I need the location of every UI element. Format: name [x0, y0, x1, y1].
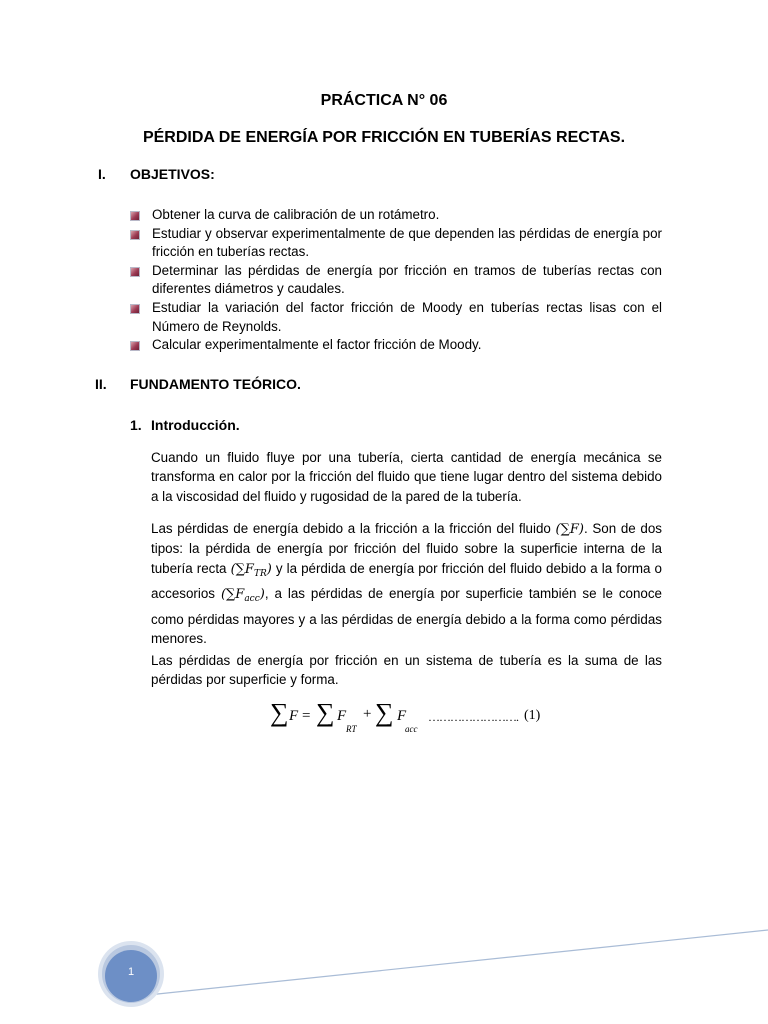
square-bullet-icon	[130, 267, 140, 277]
subscript-acc: acc	[405, 724, 418, 734]
f-symbol: F	[289, 708, 299, 724]
sum-f-symbol: (∑F)	[555, 522, 584, 537]
subsection-title: Introducción.	[151, 417, 240, 433]
section-2-number: II.	[95, 376, 107, 392]
equals-sign: =	[302, 708, 311, 724]
paragraph-intro: Cuando un fluido fluye por una tubería, cierta cantidad de energía mecánica se transforma en calor por la fricción del fluido que tiene lugar dentro del sistema debido a la viscosidad del fluido y rugosidad de la pared de la tubería.	[151, 450, 662, 504]
objective-text: Estudiar y observar experimentalmente de que dependen las pérdidas de energía por fricción en tuberías rectas.	[152, 225, 662, 260]
square-bullet-icon	[130, 230, 140, 240]
list-item	[130, 262, 662, 299]
paragraph-losses: Las pérdidas de energía debido a la fricción a la fricción del fluido (∑F). Son de dos tipos: la pérdida de energía por fricción del fluido sobre la superficie interna de la tubería recta $(\sum F_{TR})$ y la pérdida de energía por fricción del fluido debido a la forma o accesorios $(\sum F_{acc})$, a las pérdidas de energía por superficie también se le conoce como pérdidas mayores y a las pérdidas de energía debido a la forma como pérdidas menores.	[151, 521, 662, 647]
list-item	[130, 336, 662, 355]
document-subtitle: PÉRDIDA DE ENERGÍA POR FRICCIÓN EN TUBERÍAS RECTAS.	[142, 129, 626, 146]
subsection-number: 1.	[130, 417, 142, 433]
footer-line	[148, 930, 768, 995]
square-bullet-icon	[130, 341, 140, 351]
sigma-symbol: ∑	[270, 698, 289, 727]
objective-text: Calcular experimentalmente el factor fricción de Moody.	[152, 337, 482, 353]
square-bullet-icon	[130, 211, 140, 221]
objective-text: Estudiar la variación del factor fricción de Moody en tuberías rectas lisas con el Número de Reynolds.	[152, 299, 662, 334]
objective-text: Determinar las pérdidas de energía por fricción en tramos de tuberías rectas con diferentes diámetros y caudales.	[152, 262, 662, 297]
equation-number: (1)	[524, 708, 541, 723]
document-title: PRÁCTICA N° 06	[320, 92, 448, 109]
square-bullet-icon	[130, 304, 140, 314]
section-1-number: I.	[98, 166, 106, 182]
sum-facc-symbol: $(\sum F_{acc})$	[220, 587, 265, 605]
list-item	[130, 206, 662, 225]
objectives-list	[130, 206, 662, 355]
objective-text: Obtener la curva de calibración de un rotámetro.	[152, 207, 440, 222]
section-2-title: FUNDAMENTO TEÓRICO.	[130, 376, 301, 392]
equation-1	[270, 700, 560, 740]
section-1-title: OBJETIVOS:	[130, 166, 215, 182]
page-number: 1	[127, 966, 135, 978]
equation-dots: …………………….	[428, 710, 518, 724]
subscript-rt: RT	[346, 724, 357, 734]
sigma-symbol: ∑	[316, 698, 335, 727]
paragraph-sum: Las pérdidas de energía por fricción en un sistema de tubería es la suma de las pérdidas por superficie y forma.	[151, 653, 662, 688]
sigma-symbol: ∑	[375, 698, 394, 727]
sum-ftr-symbol: $(\sum F_{TR})$	[230, 561, 272, 579]
plus-sign: +	[363, 706, 372, 722]
f-symbol: F	[337, 708, 347, 724]
f-symbol: F	[397, 708, 407, 724]
list-item	[130, 299, 662, 336]
list-item	[130, 225, 662, 262]
